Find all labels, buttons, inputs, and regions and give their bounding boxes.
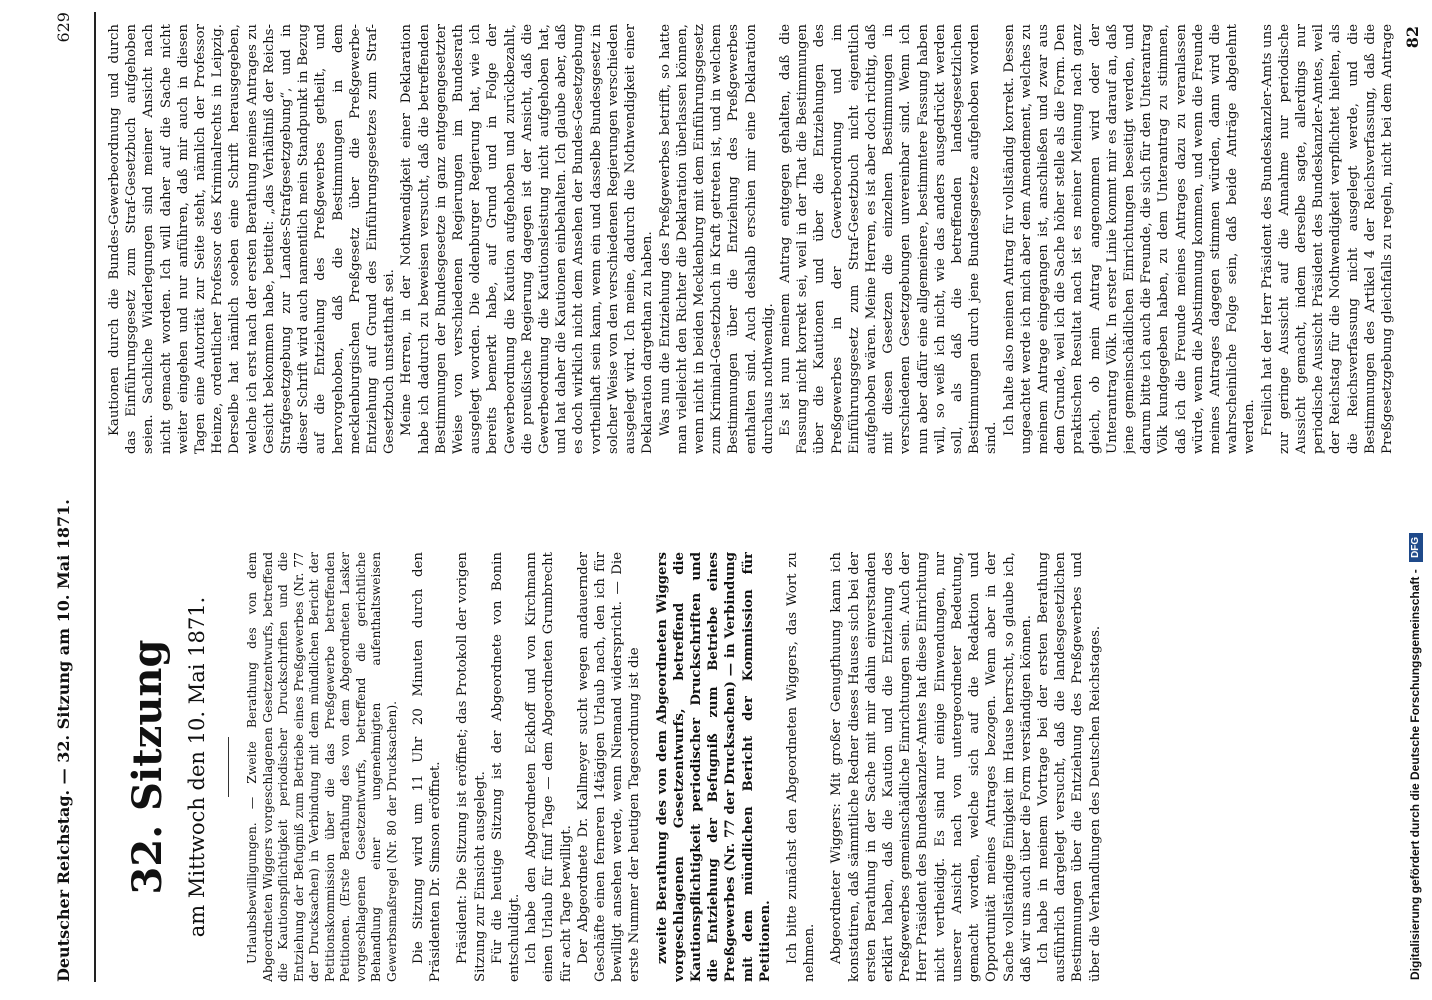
signature-mark: 82 (1403, 26, 1422, 49)
paragraph: Ich bitte zunächst den Abgeordneten Wiggers, das Wort zu nehmen. (785, 552, 818, 982)
funding-note (1398, 0, 1432, 1000)
paragraph: Der Abgeordnete Dr. Kallmeyer sucht wegen andauernder Geschäfte einen ferneren 14tägigen Urlaub nach, den ich für bewilligt ansehen werde, wenn Niemand widerspricht. — Die erste Nummer der heutigen Tagesordnung ist die (575, 552, 643, 982)
left-column (106, 552, 1396, 982)
paragraph: Abgeordneter Wiggers: Mit großer Genugthuung kann ich konstatiren, daß sämmtliche Redner dieses Hauses sich bei der ersten Berathung in der Sache mit mir dahin einverstanden erklärt haben, daß die Kaution und die Entziehung des Preßgewerbes gemeinschädliche Einrichtungen sein. Auch der Herr Präsident des Bundeskanzler-Amtes hat diese Einrichtung nicht vertheidigt. Es sind nur einige Einwendungen, nur unserer Ansicht nach von untergeordneter Bedeutung, gemacht worden, welche sich auf die Redaktion und Opportunität meines Antrages bezogen. Wenn aber in der Sache vollständige Einigkeit im Hause herrscht, so glaube ich, daß wir uns auch über die Form verständigen können. (829, 552, 1034, 982)
session-date: am Mittwoch den 10. Mai 1871. (185, 596, 209, 938)
session-title: 32. Sitzung (124, 639, 171, 895)
paragraph: Ich halte also meinen Antrag für vollständig korrekt. Dessen ungeachtet werde ich mich aber dem Amendement, welches zu meinem Antrage eingegangen ist, anschließen und zwar aus dem Grunde, weil ich die Sache höher stelle als die Form. Den praktischen Resultat nach ist es meiner Meinung nach ganz gleich, ob mein Antrag angenommen wird oder der Unterantrag Völk. In erster Linie kommt mir es darauf an, daß jene gemeinschädlichen Einrichtungen beseitigt werden, und darum bitte ich auch die Freunde, die sich für den Unterantrag Völk kundgegeben haben, zu dem Unterantrag zu stimmen, daß ich die Freunde meines Antrages dazu zu veranlassen würde, wenn die Abstimmung kommen, und wenn die Freunde meines Antrages dagegen stimmen würden, dann wird die wahrscheinliche Folge sein, daß beide Anträge abgelehnt werden. (1001, 24, 1258, 454)
header-rule (94, 12, 96, 982)
header-title: Deutscher Reichstag. — 32. Sitzung am 10. Mai 1871. (54, 499, 73, 982)
dfg-logo: DFG (1409, 533, 1423, 562)
title-rule (228, 737, 229, 797)
right-column (106, 24, 1396, 454)
paragraph: Ich habe in meinem Vortrage bei der ersten Berathung ausführlich dargelegt versucht, daß die landesgesetzlichen Bestimmungen über die Entziehung des Preßgewerbes und über die Verhandlungen des Deutschen Reichstages. (1035, 552, 1103, 982)
page-number: 629 (54, 12, 73, 43)
document-page (48, 12, 1423, 982)
paragraph: Präsident: Die Sitzung ist eröffnet; das Protokoll der vorigen Sitzung zur Einsicht ausgelegt. (455, 552, 488, 982)
dfg-sidebar (1398, 0, 1432, 1000)
paragraph: Die Sitzung wird um 11 Uhr 20 Minuten durch den Präsidenten Dr. Simson eröffnet. (411, 552, 444, 982)
paragraph: Freilich hat der Herr Präsident des Bundeskanzler-Amts uns zur geringe Aussicht auf die Annahme nur periodische Aussicht gemacht, indem derselbe sagte, allerdings nur periodische Aussicht Präsident des Bundeskanzler-Amtes, weil der Reichstag für die Nothwendigkeit verpflichtet hielten, als die Reichsverfassung nicht ausgelegt werde, und die Bestimmungen des Artikel 4 der Reichsverfassung, daß die Preßgesetzgebung gleichfalls zu regeln, nicht bei dem Antrage (1259, 24, 1396, 454)
paragraph: Was nun die Entziehung des Preßgewerbes betrifft, so hatte man vielleicht den Richter die Deklaration überlassen können, wenn nicht in beiden Mecklenburg mit dem Einführungsgesetz zum Kriminal-Gesetzbuch in Kraft getreten ist, und in welchem Bestimmungen über die Entziehung des Preßgewerbes enthalten sind. Auch deshalb erschien mir eine Deklaration durchaus nothwendig. (657, 24, 776, 454)
agenda-item-heading: zweite Berathung des von dem Abgeordneten Wiggers vorgeschlagenen Gesetzentwurfs, betreffend die Kautionspflichtigkeit periodischer Druckschriften und die Entziehung der Befugniß zum Betriebe eines Preßgewerbes (Nr. 77 der Drucksachen) — in Verbindung mit dem mündlichen Bericht der Kommission für Petitionen. (654, 552, 773, 982)
paragraph: Ich habe den Abgeordneten Eckhoff und von Kirchmann einen Urlaub für fünf Tage — dem Abgeordneten Grumbrecht für acht Tage bewilligt. (524, 552, 574, 982)
paragraph: Meine Herren, in der Nothwendigkeit einer Deklaration habe ich dadurch zu beweisen versucht, daß die betreffenden Bestimmungen der Bundesgesetze in ganz entgegengesetzter Weise von verschiedenen Regierungen im Bundesrath ausgelegt worden. Die oldenburger Regierung hat, wie ich bereits bemerkt habe, auf Grund und in Folge der Gewerbeordnung die Kaution aufgehoben und zurückbezahlt, die preußische Regierung dagegen ist der Ansicht, daß die Gewerbeordnung die Kautionsleistung nicht aufgehoben hat, und hat daher die Kautionen einbehalten. Ich glaube aber, daß es doch wirklich nicht dem Ansehen der Bundes-Gesetzgebung vortheilhaft sein kann, wenn ein und dasselbe Bundesgesetz in solcher Weise von den verschiedenen Regierungen verschieden ausgelegt wird. Ich meine, dadurch die Nothwendigkeit einer Deklaration dargethan zu haben. (399, 24, 656, 454)
agenda-summary: Urlaubsbewilligungen. — Zweite Berathung des von dem Abgeordneten Wiggers vorgeschlagenen Gesetzentwurfs, betreffend die Kautionspflichtigkeit periodischer Druckschriften und die Entziehung der Befugniß zum Betriebe eines Preßgewerbes (Nr. 77 der Drucksachen) in Verbindung mit dem mündlichen Bericht der Petitionskommission über die das Preßgewerbe betreffenden Petitionen. (Erste Berathung des von dem Abgeordneten Lasker vorgeschlagenen Gesetzentwurfs, betreffend die gerichtliche Behandlung einer ungenehmigten aufenthaltsweisen Gewerbsmaßregel (Nr. 80 der Drucksachen). (245, 552, 399, 982)
paragraph: Kautionen durch die Bundes-Gewerbeordnung und durch das Einführungsgesetz zum Straf-Gesetzbuch aufgehoben seien. Sachliche Widerlegungen sind meiner Ansicht nach nicht gemacht worden. Ich will daher auf die Sache nicht weiter eingehen und nur anführen, daß mir auch in diesen Tagen eine Autorität zur Seite steht, nämlich der Professor Heinze, ordentlicher Professor des Kriminalrechts in Leipzig. Derselbe hat nämlich soeben eine Schrift herausgegeben, welche ich erst nach der ersten Berathung meines Antrages zu Gesicht bekommen habe, betitelt: „das Verhältniß der Reichs-Strafgesetzgebung zur Landes-Strafgesetzgebung“, und in dieser Schrift wird auch namentlich mein Standpunkt in Bezug auf die Entziehung des Preßgewerbes getheilt, und hervorgehoben, daß die Bestimmungen in dem mecklenburgischen Preßgesetz über die Preßgewerbe-Entziehung auf Grund des Einführungsgesetzes zum Straf-Gesetzbuch unstatthaft sei. (107, 24, 398, 454)
running-header (54, 12, 88, 982)
paragraph: Für die heutige Sitzung ist der Abgeordnete von Bonin entschuldigt. (489, 552, 523, 982)
funding-note-text: Digitalisierung gefördert durch die Deutsche Forschungsgemeinschaft - (1408, 569, 1422, 980)
paragraph: Es ist nun meinem Antrag entgegen gehalten, daß die Fassung nicht korrekt sei, weil in der That die Bestimmungen über die Kautionen und über die Entziehungen des Preßgewerbes in der Gewerbeordnung und im Einführungsgesetz zum Straf-Gesetzbuch nicht eigentlich aufgehoben wären. Meine Herren, es ist aber doch richtig, daß mit diesen Gesetzen die einzelnen Bestimmungen in verschiedenen Gesetzgebungen unvereinbar sind. Wenn ich nun aber dafür eine allgemeinere, bestimmtere Fassung haben will, so weiß ich nicht, wie das anders ausgedrückt werden soll, als daß die betreffenden landesgesetzlichen Bestimmungen durch jene Bundesgesetze aufgehoben worden sind. (777, 24, 1000, 454)
